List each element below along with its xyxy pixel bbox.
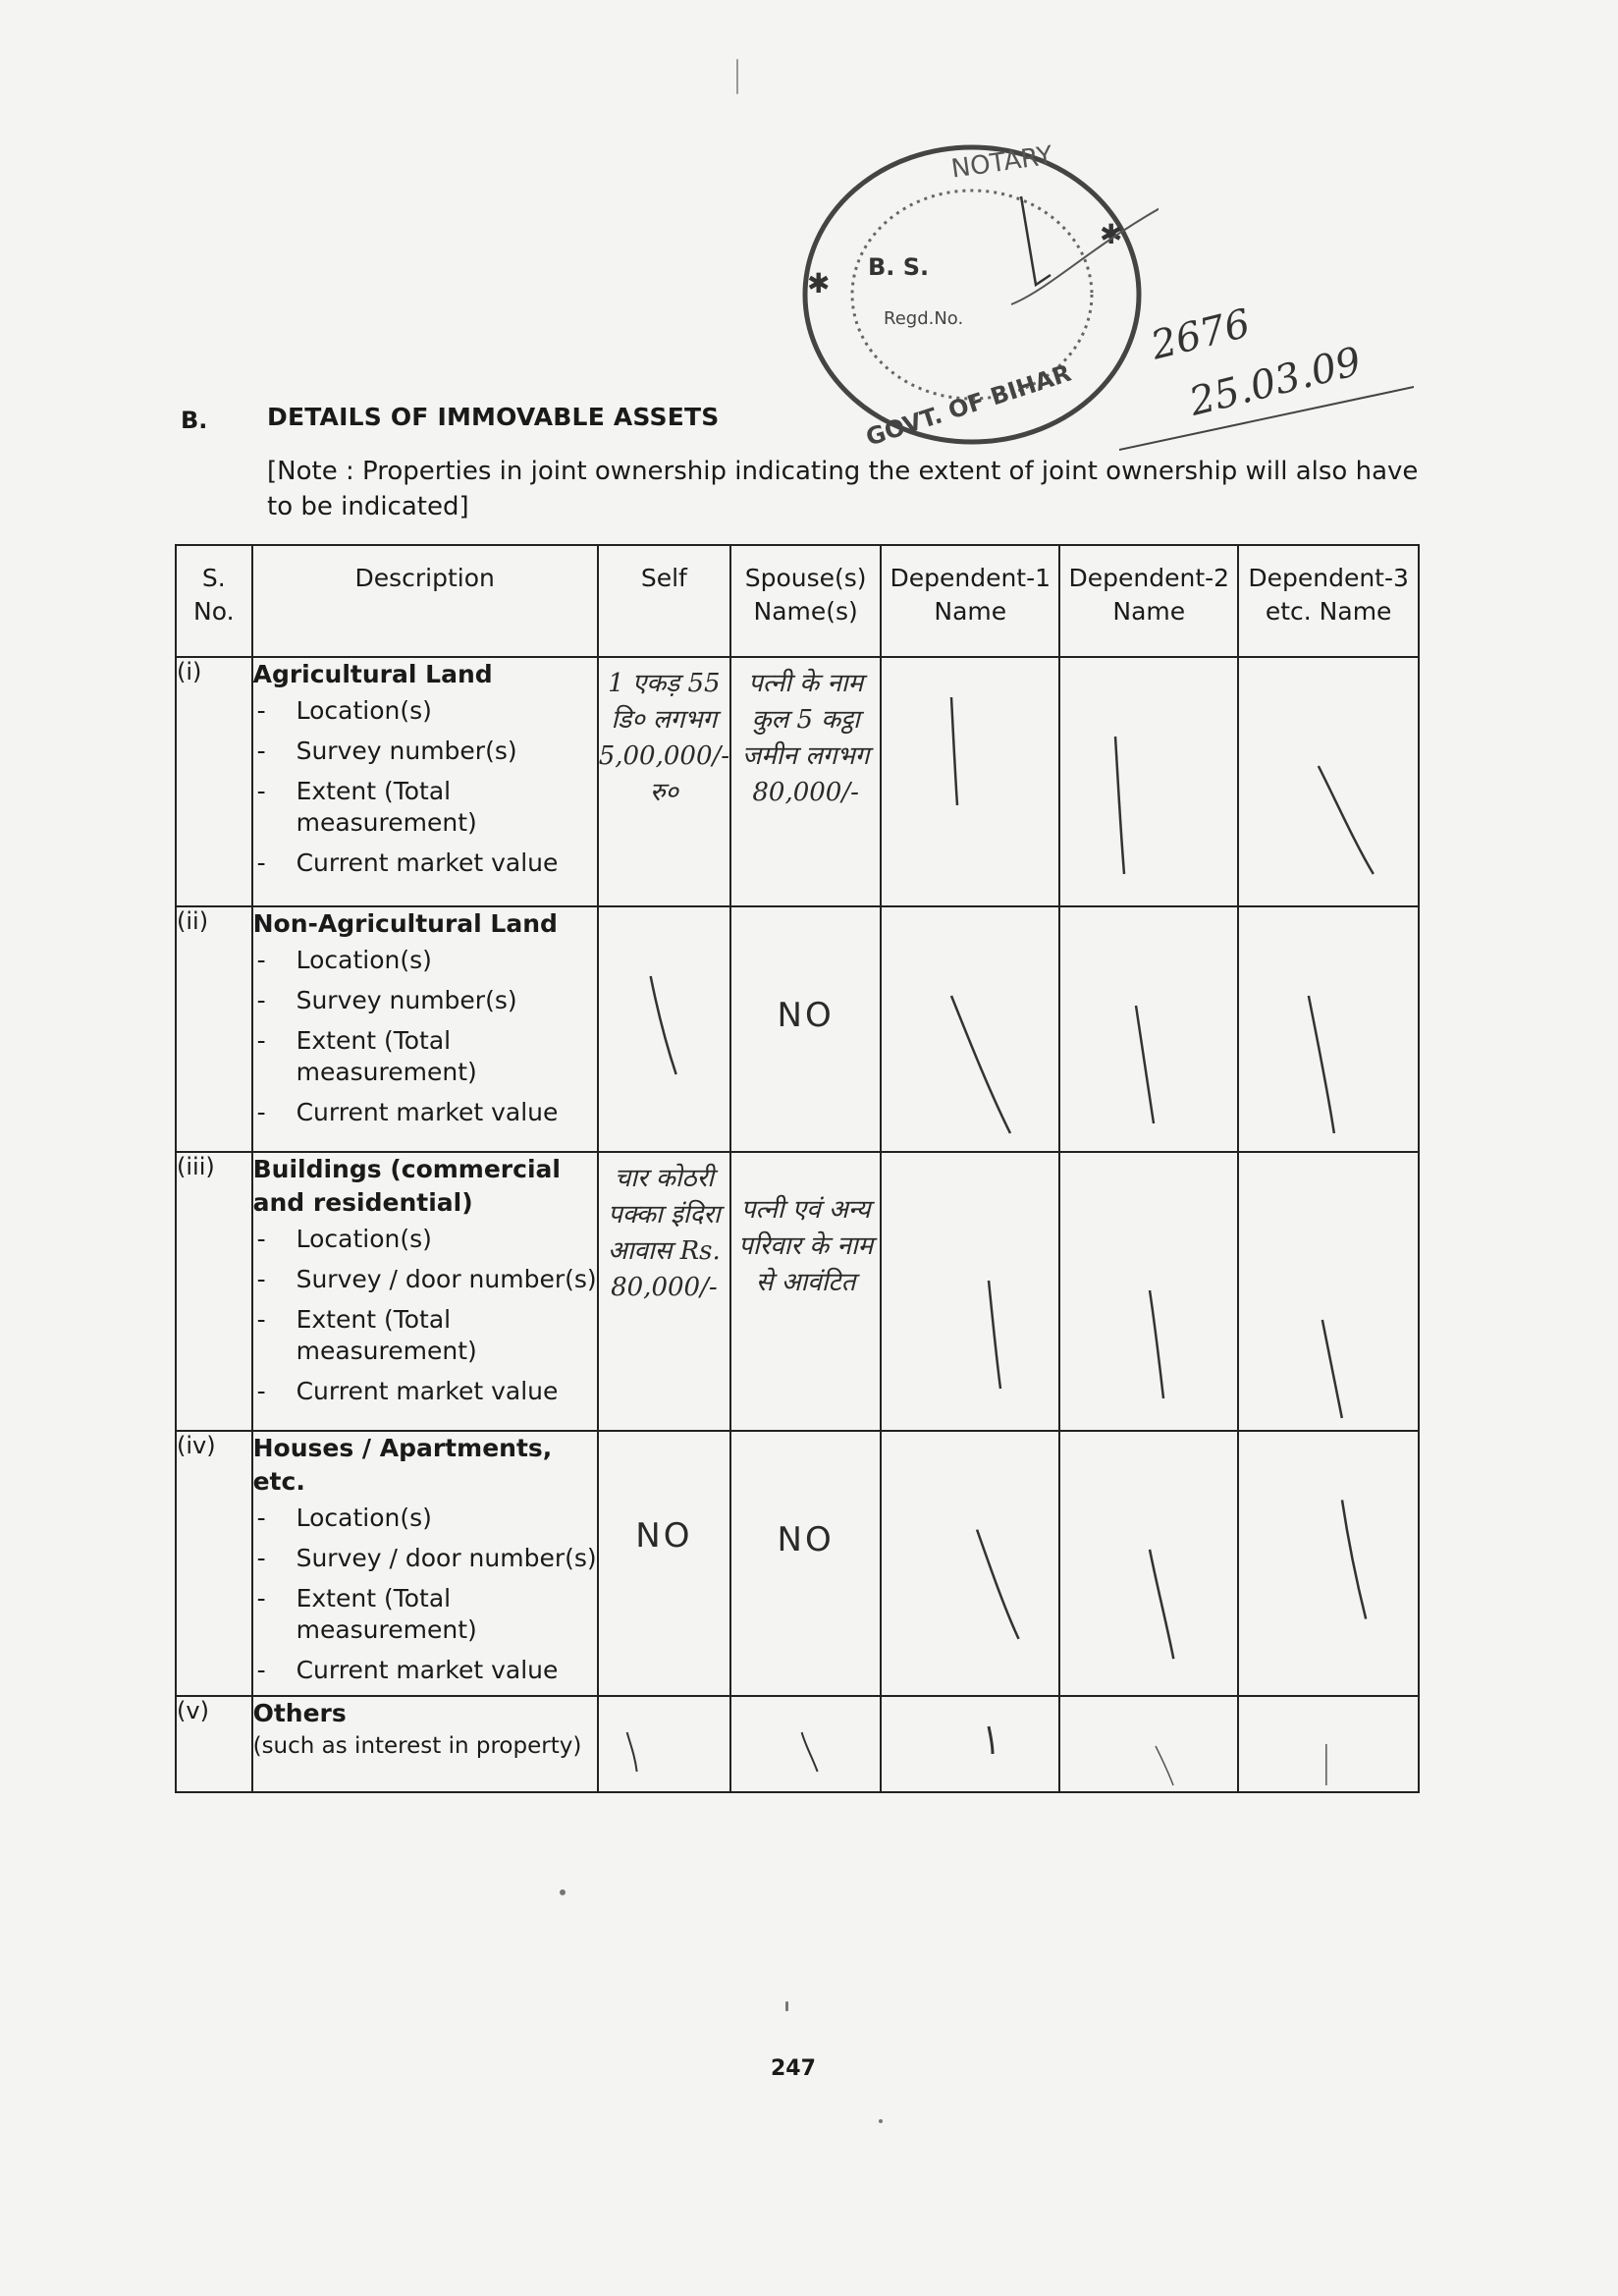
table-row [176,1431,1419,1696]
table-header-row [176,545,1419,657]
row-sno: (v) [176,1696,252,1792]
cell-dependent-1 [881,1152,1059,1431]
cell-dependent-1 [881,657,1059,906]
list-item: - Current market value [253,1655,597,1686]
dash-mark [882,907,1058,1151]
handwritten-entry: पत्नी के नाम कुल 5 कट्ठा जमीन लगभग 80,000/- [741,669,870,807]
star-icon: ✱ [1100,218,1123,250]
dash-mark [1239,1697,1418,1791]
immovable-assets-table [175,544,1420,1793]
header-sno: S. No. [176,545,252,657]
dash-mark [731,1697,880,1791]
dash-mark [882,1153,1058,1430]
cell-dependent-2 [1059,1696,1238,1792]
cell-dependent-1 [881,1431,1059,1696]
list-item: - Current market value [253,847,597,879]
cell-dependent-3 [1238,657,1419,906]
signature-mark [1021,196,1051,285]
handwritten-entry: NO [635,1516,693,1556]
cell-spouse [730,1696,881,1792]
row-subtitle: (such as interest in property) [252,1733,582,1759]
dash-mark [1239,1153,1418,1430]
section-letter: B. [181,407,208,434]
header-dependent-2: Dependent-2 Name [1059,545,1238,657]
cell-dependent-3 [1238,1152,1419,1431]
dash-mark [882,1432,1058,1695]
cell-self [598,906,730,1152]
list-item: - Location(s) [253,1503,597,1534]
section-note: [Note : Properties in joint ownership indicating the extent of joint ownership will also have to be indicated] [267,457,1419,521]
list-item: - Survey number(s) [253,736,597,767]
row-title: Non-Agricultural Land [252,909,558,938]
row-title: Agricultural Land [252,660,493,688]
list-item: - Survey / door number(s) [253,1543,597,1574]
dash-mark [882,1697,1058,1791]
header-dependent-3: Dependent-3 etc. Name [1238,545,1419,657]
stamp-bottom-text: GOVT. OF BIHAR [862,358,1075,452]
cell-dependent-2 [1059,1152,1238,1431]
handwritten-entry: चार कोठरी पक्का इंदिरा आवास Rs. 80,000/- [607,1164,721,1302]
list-item: - Extent (Total measurement) [253,1304,597,1367]
list-item: - Location(s) [253,1224,597,1255]
dash-mark [1060,1153,1237,1430]
stamp-reg: Regd.No. [884,308,964,329]
table-row [176,906,1419,1152]
list-item: - Extent (Total measurement) [253,776,597,839]
dash-mark [1239,907,1418,1151]
star-icon: ✱ [807,267,831,300]
cell-self [598,1696,730,1792]
row-description [252,1152,598,1431]
dash-mark [1060,907,1237,1151]
row-description [252,906,598,1152]
cell-self [598,1431,730,1696]
header-dependent-1: Dependent-1 Name [881,545,1059,657]
cell-spouse [730,1152,881,1431]
cell-dependent-1 [881,1696,1059,1792]
list-item: - Current market value [253,1376,597,1407]
handwritten-ref-number: 2676 [1146,301,1255,369]
cell-self [598,657,730,906]
list-item: - Extent (Total measurement) [253,1583,597,1646]
cell-spouse [730,657,881,906]
cell-dependent-3 [1238,1431,1419,1696]
cell-dependent-2 [1059,1431,1238,1696]
row-sno: (iv) [176,1431,252,1696]
section-title: DETAILS OF IMMOVABLE ASSETS [267,403,720,431]
row-description [252,657,598,906]
row-sno: (ii) [176,906,252,1152]
notary-stamp [785,128,1159,462]
header-description: Description [252,545,598,657]
cell-dependent-2 [1059,906,1238,1152]
row-title: Others [252,1699,347,1727]
scan-speck [785,2001,788,2011]
table-row [176,657,1419,906]
list-item: - Location(s) [253,695,597,727]
scan-speck [879,2119,883,2123]
handwritten-entry: NO [777,996,835,1035]
dash-mark [1239,658,1418,905]
page-number: 247 [771,2056,816,2081]
cell-spouse [730,1431,881,1696]
handwritten-entry: NO [777,1520,835,1559]
handwritten-ref-date: 25.03.09 [1185,339,1367,425]
header-spouse: Spouse(s) Name(s) [730,545,881,657]
stamp-name: B. S. [868,253,930,281]
dash-mark [599,907,729,1151]
handwritten-underline [1119,383,1414,452]
table-row [176,1152,1419,1431]
list-item: - Survey / door number(s) [253,1264,597,1295]
cell-dependent-3 [1238,1696,1419,1792]
list-item: - Survey number(s) [253,985,597,1016]
row-description [252,1696,598,1792]
list-item: - Location(s) [253,945,597,976]
cell-self [598,1152,730,1431]
header-self: Self [598,545,730,657]
cell-spouse [730,906,881,1152]
scan-speck [560,1889,566,1895]
row-description [252,1431,598,1696]
dash-mark [1239,1432,1418,1695]
list-item: - Current market value [253,1097,597,1128]
row-title: Houses / Apartments, etc. [252,1434,553,1496]
dash-mark [882,658,1058,905]
cell-dependent-3 [1238,906,1419,1152]
stamp-top-text: NOTARY [948,140,1055,185]
cell-dependent-1 [881,906,1059,1152]
handwritten-entry: 1 एकड़ 55 डि० लगभग 5,00,000/- रु० [598,669,730,807]
dash-mark [1060,1697,1237,1791]
scan-speck [736,59,738,94]
list-item: - Extent (Total measurement) [253,1025,597,1088]
row-sno: (iii) [176,1152,252,1431]
row-title: Buildings (commercial and residential) [252,1155,561,1217]
cell-dependent-2 [1059,657,1238,906]
dash-mark [599,1697,729,1791]
dash-mark [1060,1432,1237,1695]
table-row [176,1696,1419,1792]
handwritten-entry: पत्नी एवं अन्य परिवार के नाम से आवंटित [738,1195,874,1297]
row-sno: (i) [176,657,252,906]
dash-mark [1060,658,1237,905]
